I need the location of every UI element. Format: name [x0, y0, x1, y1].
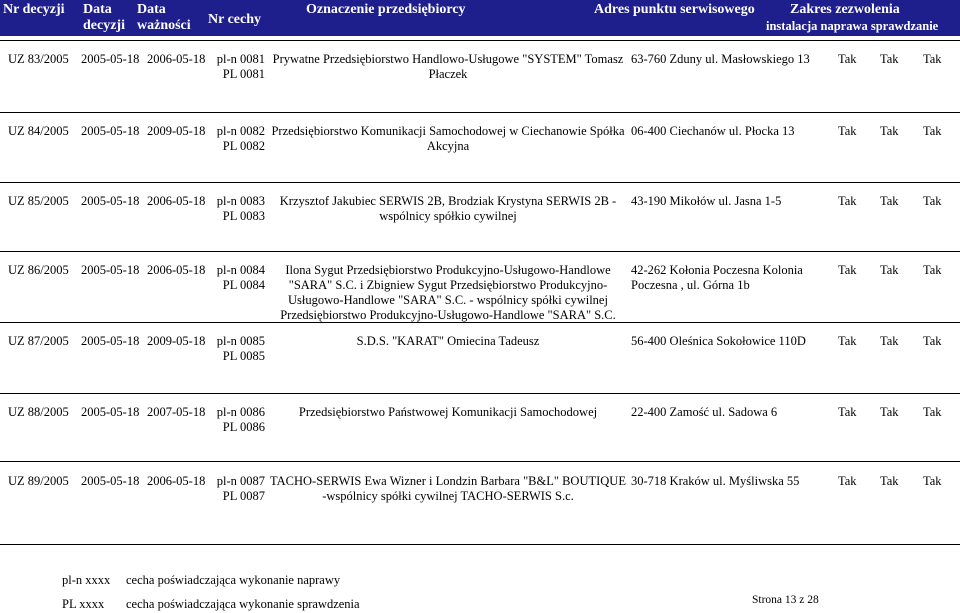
header-data-waznosci-line1: Data: [137, 2, 166, 17]
cell-data-decyzji: 2005-05-18: [81, 52, 140, 66]
cell-data-waznosci: 2009-05-18: [147, 124, 206, 138]
cell-oznaczenie: Przedsiębiorstwo Państwowej Komunikacji Samochodowej: [298, 405, 598, 419]
cell-oznaczenie: Przedsiębiorstwo Komunikacji Samochodowej w Ciechanowie Spółka Akcyjna: [271, 124, 625, 153]
cell-data-decyzji: 2005-05-18: [81, 334, 140, 348]
cell-sprawdzanie: Tak: [923, 263, 942, 277]
cell-nr-cechy: [213, 405, 265, 435]
cell-data-decyzji: 2005-05-18: [81, 263, 140, 277]
header-adres-punktu: Adres punktu serwisowego: [594, 2, 755, 17]
row-divider: [0, 544, 960, 545]
cell-adres: 42-262 Kołonia Poczesna Kolonia Poczesna , ul. Górna 1b: [631, 263, 803, 292]
cecha-naprawa: pl-n 0086: [216, 405, 265, 419]
legend-code-sprawdzenie: PL xxxx: [62, 597, 105, 611]
cell-sprawdzanie: Tak: [923, 124, 942, 138]
cecha-sprawdzenie: PL 0085: [222, 349, 265, 363]
header-zakres-sub: instalacja naprawa sprawdzanie: [766, 19, 939, 33]
cell-instalacja: Tak: [838, 194, 857, 208]
header-nr-cechy: Nr cechy: [208, 12, 261, 27]
cell-data-decyzji: 2005-05-18: [81, 474, 140, 488]
cell-naprawa: Tak: [880, 334, 899, 348]
cell-naprawa: Tak: [880, 474, 899, 488]
cell-instalacja: Tak: [838, 263, 857, 277]
cell-oznaczenie: Krzysztof Jakubiec SERWIS 2B, Brodziak Krystyna SERWIS 2B - wspólnicy spółkio cywilnej: [279, 194, 617, 223]
cell-data-waznosci: 2006-05-18: [147, 52, 206, 66]
cell-data-waznosci: 2006-05-18: [147, 263, 206, 277]
row-divider: [0, 461, 960, 462]
cell-naprawa: Tak: [880, 263, 899, 277]
cell-oznaczenie: TACHO-SERWIS Ewa Wizner i Londzin Barbara "B&L" BOUTIQUE -wspólnicy spółki cywilnej TACHO-SERWIS S.c.: [270, 474, 626, 503]
cell-nr-cechy: [213, 194, 265, 224]
cell-data-decyzji: 2005-05-18: [81, 194, 140, 208]
row-divider: [0, 112, 960, 113]
legend-desc-sprawdzenie: cecha poświadczająca wykonanie sprawdzenia: [126, 597, 360, 611]
cecha-naprawa: pl-n 0082: [216, 124, 265, 138]
cell-nr-decyzji: UZ 85/2005: [8, 194, 69, 208]
header-zakres-zezwolenia: Zakres zezwolenia: [790, 2, 900, 17]
cecha-sprawdzenie: PL 0081: [222, 67, 265, 81]
row-divider: [0, 40, 960, 41]
cell-sprawdzanie: Tak: [923, 334, 942, 348]
cell-naprawa: Tak: [880, 124, 899, 138]
cell-nr-cechy: [213, 474, 265, 504]
cell-adres: 43-190 Mikołów ul. Jasna 1-5: [631, 194, 782, 208]
cell-oznaczenie: S.D.S. "KARAT" Omiecina Tadeusz: [356, 334, 540, 348]
cell-naprawa: Tak: [880, 194, 899, 208]
cell-data-waznosci: 2006-05-18: [147, 194, 206, 208]
header-data-decyzji-line1: Data: [83, 2, 112, 17]
cell-sprawdzanie: Tak: [923, 52, 942, 66]
cell-sprawdzanie: Tak: [923, 405, 942, 419]
cecha-sprawdzenie: PL 0087: [222, 489, 265, 503]
row-divider: [0, 251, 960, 252]
cell-sprawdzanie: Tak: [923, 474, 942, 488]
cell-nr-decyzji: UZ 87/2005: [8, 334, 69, 348]
cell-data-waznosci: 2006-05-18: [147, 474, 206, 488]
cell-nr-cechy: [213, 334, 265, 364]
cell-nr-decyzji: UZ 84/2005: [8, 124, 69, 138]
legend-desc-naprawa: cecha poświadczająca wykonanie naprawy: [126, 573, 341, 587]
row-divider: [0, 393, 960, 394]
header-oznaczenie-przedsiebiorcy: Oznaczenie przedsiębiorcy: [306, 2, 466, 17]
cell-instalacja: Tak: [838, 334, 857, 348]
cell-data-decyzji: 2005-05-18: [81, 124, 140, 138]
cell-oznaczenie: Prywatne Przedsiębiorstwo Handlowo-Usługowe "SYSTEM" Tomasz Płaczek: [272, 52, 624, 81]
cell-data-waznosci: 2009-05-18: [147, 334, 206, 348]
cell-nr-cechy: [213, 52, 265, 82]
cell-adres: 22-400 Zamość ul. Sadowa 6: [631, 405, 778, 419]
cell-nr-cechy: [213, 263, 265, 293]
cecha-sprawdzenie: PL 0084: [222, 278, 265, 292]
table-header: [0, 0, 960, 36]
cecha-naprawa: pl-n 0083: [216, 194, 265, 208]
cell-naprawa: Tak: [880, 405, 899, 419]
header-data-decyzji-line2: decyzji: [83, 18, 125, 33]
cell-data-decyzji: 2005-05-18: [81, 405, 140, 419]
cecha-sprawdzenie: PL 0082: [222, 139, 265, 153]
cell-naprawa: Tak: [880, 52, 899, 66]
cell-sprawdzanie: Tak: [923, 194, 942, 208]
cell-adres: 30-718 Kraków ul. Myśliwska 55: [631, 474, 800, 488]
cell-data-waznosci: 2007-05-18: [147, 405, 206, 419]
header-data-waznosci-line2: ważności: [137, 18, 191, 33]
cell-instalacja: Tak: [838, 474, 857, 488]
cell-instalacja: Tak: [838, 405, 857, 419]
cell-nr-decyzji: UZ 83/2005: [8, 52, 69, 66]
cecha-sprawdzenie: PL 0083: [222, 209, 265, 223]
cell-nr-decyzji: UZ 89/2005: [8, 474, 69, 488]
cell-adres: 06-400 Ciechanów ul. Płocka 13: [631, 124, 795, 138]
cecha-naprawa: pl-n 0085: [216, 334, 265, 348]
legend-code-naprawa: pl-n xxxx: [62, 573, 111, 587]
cecha-naprawa: pl-n 0087: [216, 474, 265, 488]
cell-nr-decyzji: UZ 86/2005: [8, 263, 69, 277]
cell-adres: 56-400 Oleśnica Sokołowice 110D: [631, 334, 806, 348]
header-nr-decyzji: Nr decyzji: [3, 2, 65, 17]
cecha-naprawa: pl-n 0081: [216, 52, 265, 66]
row-divider: [0, 182, 960, 183]
cell-nr-decyzji: UZ 88/2005: [8, 405, 69, 419]
cecha-naprawa: pl-n 0084: [216, 263, 265, 277]
page-number: Strona 13 z 28: [752, 594, 819, 606]
cell-oznaczenie: Ilona Sygut Przedsiębiorstwo Produkcyjno-Usługowo-Handlowe "SARA" S.C. i Zbigniew Sygut Przedsiębiorstwo Produkcyjno-Usługowo-Handlowe "SARA" S.C. - wspólnicy spółki cywilnej Przedsiębiorstwo Produkcyjno-Usługowo-Handlowe "SARA" S.C.: [280, 263, 616, 322]
cell-nr-cechy: [213, 124, 265, 154]
cecha-sprawdzenie: PL 0086: [222, 420, 265, 434]
cell-instalacja: Tak: [838, 124, 857, 138]
cell-instalacja: Tak: [838, 52, 857, 66]
cell-adres: 63-760 Zduny ul. Masłowskiego 13: [631, 52, 810, 66]
